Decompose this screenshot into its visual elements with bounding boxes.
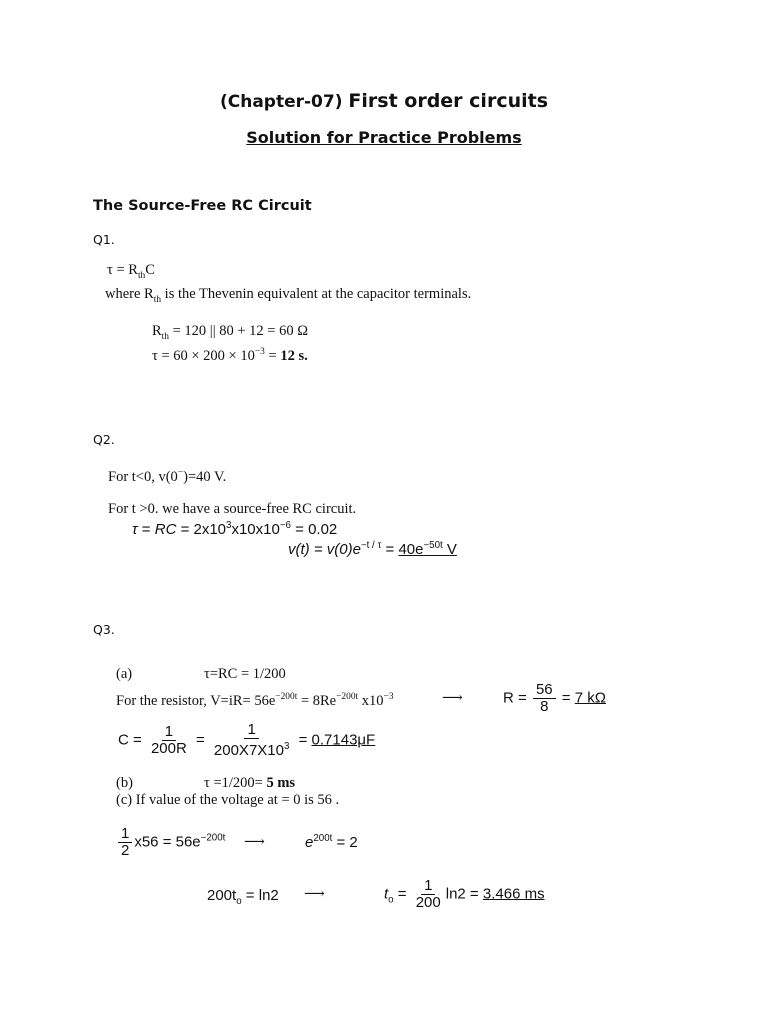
page-title <box>0 90 768 112</box>
q3-resistor-equation: For the resistor, $V=iR= 56e^{-200t} = 8Re^{-200t}$ $x10^{-3}$ <box>116 692 394 709</box>
q3-half-equation: $\frac{1}{2}$ $x56 = 56e^{-200t}$ <box>116 826 225 859</box>
q3-exp-equation: $e^{200t} = 2$ <box>305 833 358 851</box>
q3a-label: (a) <box>116 666 133 682</box>
section-heading: The Source-Free RC Circuit <box>93 198 312 214</box>
q2-label: Q2. <box>93 432 115 447</box>
q3-time-equation: $200t_o = \ln 2$ <box>207 887 279 907</box>
q3-label: Q3. <box>93 622 115 637</box>
q2-initial-condition: For t<0, v(0−)=40 V. <box>108 468 227 485</box>
chapter-title: First order circuits <box>348 90 549 112</box>
q1-tau-result: $\tau = 60 \times 200 \times 10^{-3} = 12$ s. <box>152 347 308 364</box>
chapter-label: (Chapter-07) <box>219 92 343 112</box>
page-subtitle: Solution for Practice Problems <box>246 128 522 147</box>
q3b-label: (b) <box>116 775 133 791</box>
q1-tau-formula: $\tau = R_{th}C$ <box>107 262 155 281</box>
q3a-tau: τ=RC = 1/200 <box>204 666 286 682</box>
q3-r-result: R = $\frac{56}{8}$ = 7 kΩ <box>503 681 606 715</box>
arrow-icon: ⟶ <box>244 834 265 850</box>
q3c-statement: (c) If value of the voltage at = 0 is 56 . <box>116 792 340 808</box>
q2-voltage-equation: $v(t) = v(0)e^{-t / \tau} = 40e^{-50t}$ V <box>288 540 457 558</box>
q2-tau-equation: τ = RC = $2x10^3x10x10^{-6} = 0.02$ <box>132 520 338 538</box>
q1-rth-equation: $R_{th} = 120$ || 80 + 12 = 60 Ω <box>152 323 308 342</box>
arrow-icon: ⟶ <box>304 886 325 902</box>
q1-label: Q1. <box>93 232 115 247</box>
q3-time-result: $t_o$ = $\frac{1}{200}$ ln2 = 3.466 ms <box>384 877 545 911</box>
arrow-icon: ⟶ <box>442 690 463 706</box>
q2-circuit-note: For t >0. we have a source-free RC circuit. <box>108 501 357 517</box>
q3-capacitance-equation: C = $\frac{1}{200R}$ = $\frac{1}{200X7X10^3}$ = 0.7143μF <box>118 721 376 759</box>
q1-where-text: where $R_{th}$ is the Thevenin equivalent at the capacitor terminals. <box>105 286 472 305</box>
q3b-tau: τ =1/200= 5 ms <box>204 775 296 791</box>
